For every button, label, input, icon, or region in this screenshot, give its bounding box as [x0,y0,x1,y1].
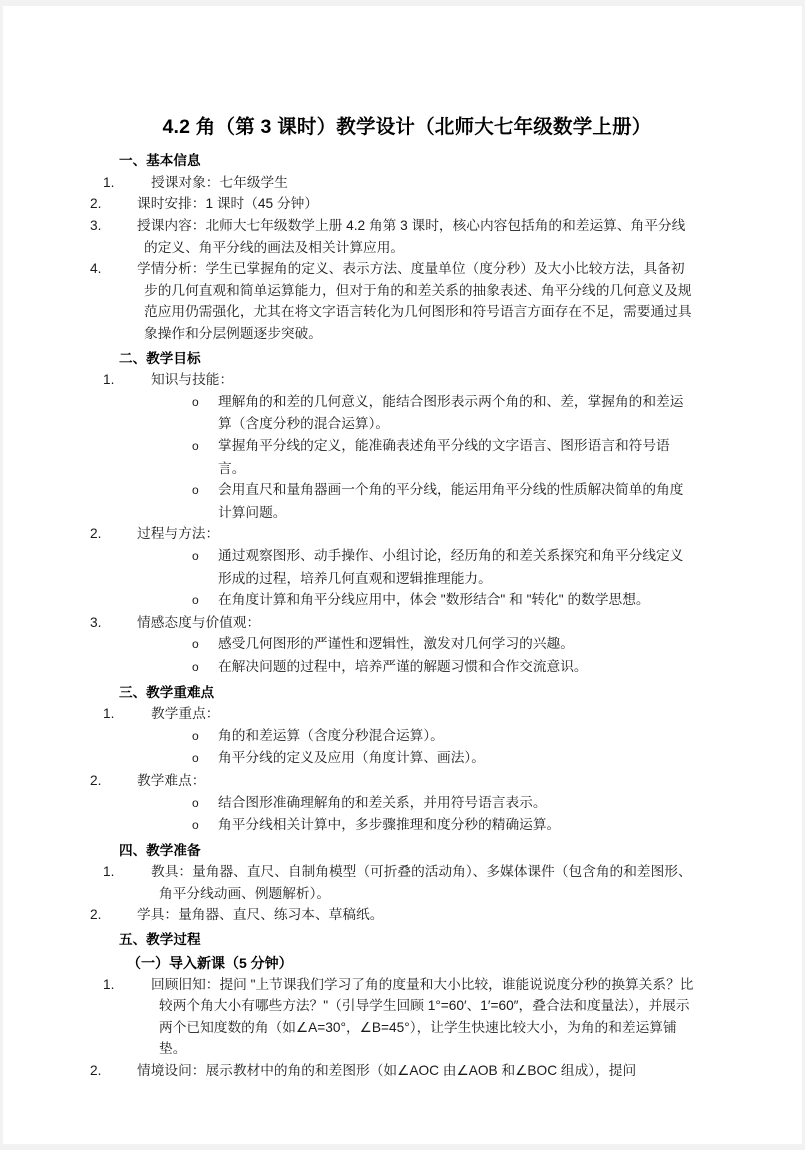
list-item-text: 课时安排：1 课时（45 分钟） [137,196,319,212]
list-item-text: 授课内容：北师大七年级数学上册 4.2 角第 3 课时，核心内容包括角的和差运算、角平分线的定义、角平分线的画法及相关计算应用。 [137,218,686,255]
list-marker: 1. [103,372,115,388]
list-item-text: 结合图形准确理解角的和差关系，并用符号语言表示。 [218,794,547,810]
process-list [90,974,697,1082]
list-marker: 1. [103,976,115,992]
list-item [117,545,697,589]
list-marker: 4. [90,261,102,277]
list-item-text: 授课对象：七年级学生 [151,174,288,190]
objectives-attitude-bullets [117,633,697,678]
list-marker: 3. [90,614,102,630]
list-item [103,369,697,391]
section-heading-key-points: 三、教学重难点 [119,684,215,700]
section-heading-basic-info: 一、基本信息 [119,153,201,169]
list-item-text: 情境设问：展示教材中的角的和差图形（如∠AOC 由∠AOB 和∠BOC 组成），提问 [137,1063,637,1079]
list-item-text: 通过观察图形、动手操作、小组讨论，经历角的和差关系探究和角平分线定义形成的过程，培养几何直观和逻辑推理能力。 [218,547,684,586]
list-item-text: 角平分线的定义及应用（角度计算、画法）。 [218,750,485,766]
objectives-process-bullets [117,545,697,612]
list-item [117,479,697,523]
list-marker: 2. [90,907,102,923]
list-item-text: 角的和差运算（含度分秒混合运算）。 [218,727,444,743]
key-points-list [90,770,697,792]
list-item [90,215,697,258]
list-marker: 3. [90,218,102,234]
section-heading-objectives: 二、教学目标 [119,350,201,366]
list-item [117,747,697,770]
list-item [117,391,697,435]
list-item-text: 教学难点： [137,772,206,788]
list-marker: 2. [90,1063,102,1079]
key-points-focus-bullets [117,725,697,770]
list-item [90,193,697,215]
objectives-list [103,369,697,391]
list-item-text: 理解角的和差的几何意义，能结合图形表示两个角的和、差，掌握角的和差运算（含度分秒的混合运算）。 [218,393,684,432]
list-item-text: 教学重点： [151,706,220,722]
list-item-text: 在解决问题的过程中，培养严谨的解题习惯和合作交流意识。 [218,658,588,674]
list-item-text: 教具：量角器、直尺、自制角模型（可折叠的活动角）、多媒体课件（包含角的和差图形、角平分线动画、例题解析）。 [151,864,692,901]
list-item-text: 角平分线相关计算中，多步骤推理和度分秒的精确运算。 [218,817,561,833]
key-points-difficulty-bullets [117,792,697,837]
objectives-knowledge-bullets [117,391,697,524]
basic-info-list [90,172,697,345]
document-content [90,6,697,1082]
list-marker: 2. [90,196,102,212]
preparation-list [90,861,697,926]
list-item [117,435,697,479]
document-page [3,6,802,1144]
list-item-text: 过程与方法： [137,526,220,542]
list-item [103,172,697,194]
list-marker: 1. [103,174,115,190]
list-item-text: 回顾旧知：提问 "上节课我们学习了角的度量和大小比较，谁能说说度分秒的换算关系？比较两个角大小有哪些方法？"（引导学生回顾 1°=60′、1′=60″，叠合法和度量法），并展示两个已知度数的角（如∠A=30°，∠B=45°），让学生快速比较大小，为角的和差运算铺垫。 [151,976,694,1057]
list-item [117,633,697,656]
list-item [117,725,697,748]
list-item-text: 情感态度与价值观： [137,614,261,630]
list-item [90,904,697,926]
list-item-text: 知识与技能： [151,372,234,388]
list-item [103,861,697,904]
list-item [90,612,697,634]
list-item-text: 感受几何图形的严谨性和逻辑性，激发对几何学习的兴趣。 [218,636,574,652]
list-item-text: 会用直尺和量角器画一个角的平分线，能运用角平分线的性质解决简单的角度计算问题。 [218,482,684,520]
list-item [117,589,697,612]
list-item [103,703,697,725]
list-item [90,523,697,545]
objectives-list [90,612,697,634]
list-item [117,814,697,837]
list-item-text: 学情分析：学生已掌握角的定义、表示方法、度量单位（度分秒）及大小比较方法，具备初步的几何直观和简单运算能力，但对于角的和差关系的抽象表述、角平分线的几何意义及规范应用仍需强化，尤其在将文字语言转化为几何图形和符号语言方面存在不足，需要通过具象操作和分层例题逐步突破。 [137,261,692,342]
list-marker: 1. [103,864,115,880]
list-marker: 2. [90,772,102,788]
section-heading-preparation: 四、教学准备 [119,842,201,858]
list-item-text: 在角度计算和角平分线应用中，体会 "数形结合" 和 "转化" 的数学思想。 [218,592,650,608]
list-item [90,1060,697,1082]
key-points-list [103,703,697,725]
list-item [117,656,697,679]
list-item [103,974,697,1060]
list-item [90,258,697,344]
list-item [90,770,697,792]
list-item-text: 掌握角平分线的定义，能准确表述角平分线的文字语言、图形语言和符号语言。 [218,438,670,476]
list-marker: 2. [90,526,102,542]
objectives-list [90,523,697,545]
list-marker: 1. [103,706,115,722]
page-title: 4.2 角（第 3 课时）教学设计（北师大七年级数学上册） [162,116,652,138]
list-item-text: 学具：量角器、直尺、练习本、草稿纸。 [137,907,384,923]
section-heading-process: 五、教学过程 [119,932,201,948]
subsection-heading-introduction: （一）导入新课（5 分钟） [127,954,293,971]
list-item [117,792,697,815]
